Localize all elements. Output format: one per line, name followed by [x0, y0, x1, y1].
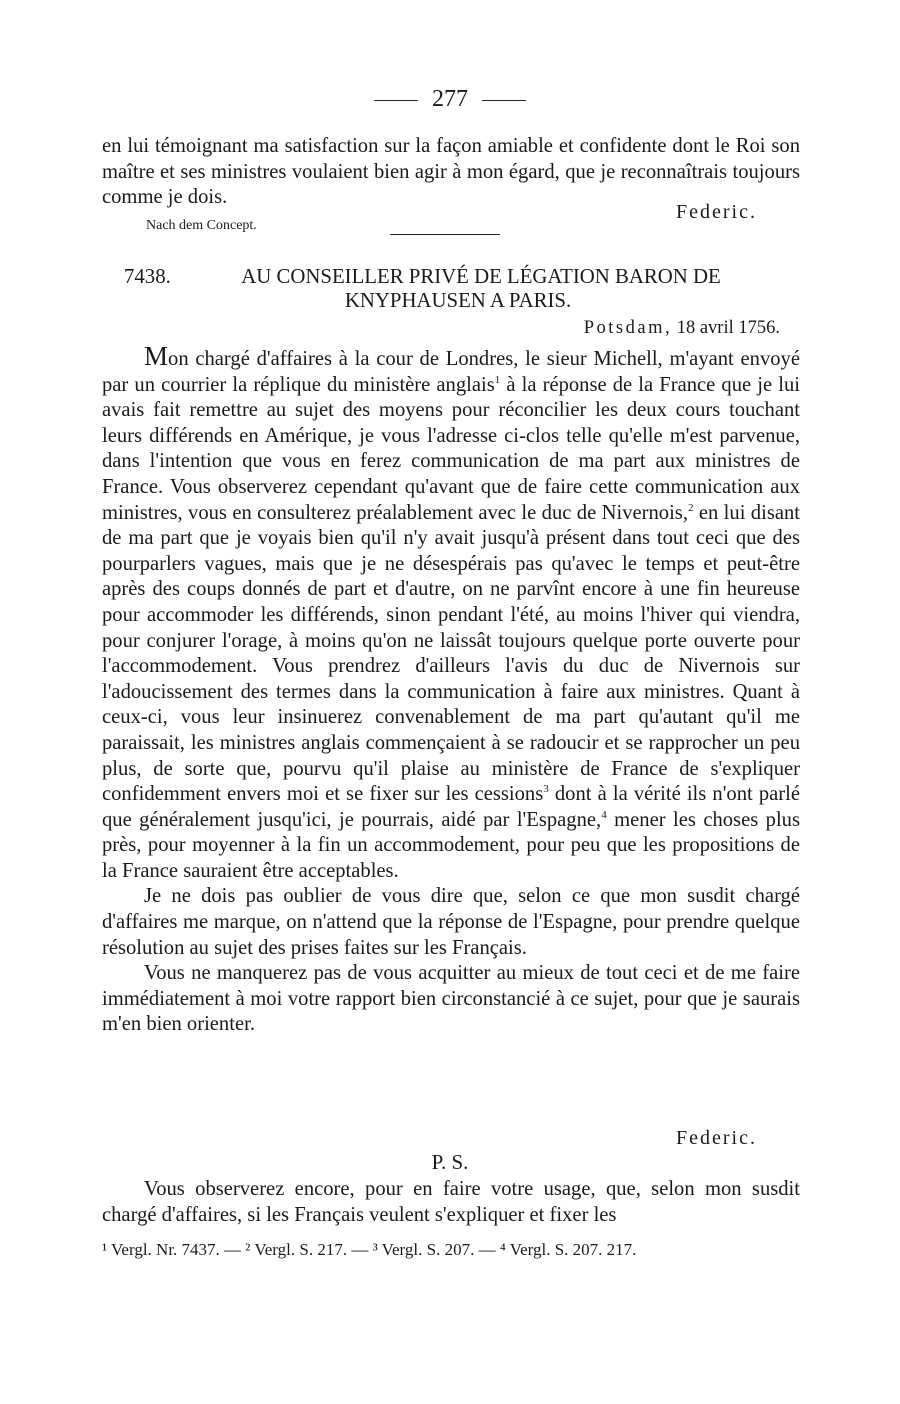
dateline	[584, 318, 780, 339]
postscript-text: Vous observerez encore, pour en faire votre usage, que, selon mon susdit chargé d'affaires, si les Français veulent s'expliquer et fixer les	[102, 1178, 800, 1226]
letter-paragraph-1	[102, 341, 800, 884]
letter-paragraph-2: Je ne dois pas oublier de vous dire que, selon ce que mon susdit chargé d'affaires me marque, on n'attend que la réponse de l'Espagne, pour prendre quelque résolution au sujet des prises faites sur les Français.	[102, 885, 800, 959]
letter-title-line-1: AU CONSEILLER PRIVÉ DE LÉGATION BARON DE	[241, 265, 721, 288]
header-dash-right	[482, 100, 526, 101]
continued-paragraph-block	[102, 134, 800, 211]
paragraph-1-text-e: mener les choses plus près, pour moyenner à la fin un accommodement, pour peu que les propositions de la France sauraient être acceptables.	[102, 808, 800, 882]
source-note: Nach dem Concept.	[146, 218, 257, 233]
footnote-ref-4: 4	[601, 808, 607, 821]
top-signature: Federic.	[676, 201, 757, 223]
postscript-heading: P. S.	[431, 1150, 469, 1174]
letter-body	[102, 341, 800, 1038]
header-dash-left	[374, 100, 418, 101]
letter-number: 7438.	[124, 265, 171, 288]
footnote-ref-3: 3	[543, 783, 549, 796]
paragraph-1-text-c: en lui disant de ma part que je voyais bien qu'il n'y avait jusqu'à présent dans tout ceci que des pourparlers vagues, mais que je ne désespérais pas qu'avec le temps et peut-être après des coups donnés de part et d'autre, on ne parvînt encore à une fin heureuse pour accommoder les différends, sinon pendant l'été, au moins l'hiver qui viendra, pour conjurer l'orage, à moins qu'on ne laissât toujours quelque porte ouverte pour l'accommodement. Vous prendrez d'ailleurs l'avis du duc de Nivernois sur l'adoucissement des termes dans la communication à faire aux ministres. Quant à ceux-ci, vous leur insinuerez convenablement de ma part qu'autant qu'il me paraissait, les ministres anglais commençaient à se radoucir et se rapprocher un peu plus, de sorte que, pourvu qu'il plaise au ministère de France de s'expliquer confidemment envers moi et se fixer sur les cessions	[102, 501, 800, 806]
paragraph-1-text-b: à la réponse de la France que je lui avais fait remettre au sujet des moyens pour réconcilier les deux cours touchant leurs différends en Amérique, je vous l'adresse ci-clos telle qu'elle m'est parvenue, dans l'intention que vous en ferez communication de ma part aux ministres de France. Vous observerez cependant qu'avant que de faire cette communication aux ministres, vous en consulterez préalablement avec le duc de Nivernois,	[102, 373, 800, 524]
footnotes: ¹ Vergl. Nr. 7437. — ² Vergl. S. 217. — ³ Vergl. S. 207. — ⁴ Vergl. S. 207. 217.	[102, 1240, 637, 1259]
paragraph-1-text-a: on chargé d'affaires à la cour de Londres, le sieur Michell, m'ayant envoyé par un courrier la réplique du ministère anglais	[102, 348, 800, 396]
letter-title	[118, 265, 798, 313]
letter-paragraph-3: Vous ne manquerez pas de vous acquitter au mieux de tout ceci et de me faire immédiatement à moi votre rapport bien circonstancié à ce sujet, pour que je saurais m'en bien orienter.	[102, 962, 800, 1036]
postscript-block	[102, 1177, 800, 1228]
section-divider	[390, 234, 500, 235]
paragraph-1-text-d: dont à la vérité ils n'ont parlé que généralement jusqu'ici, je pourrais, aidé par l'Espagne,	[102, 783, 800, 831]
page-number: 277	[432, 86, 468, 112]
footnote-ref-1: 1	[494, 373, 501, 386]
date-place: Potsdam,	[583, 318, 673, 338]
drop-cap: M	[144, 341, 169, 371]
footnote-ref-2: 2	[687, 501, 694, 514]
letter-signature: Federic.	[676, 1127, 757, 1149]
letter-title-line-2: KNYPHAUSEN A PARIS.	[344, 289, 572, 312]
continued-paragraph: en lui témoignant ma satisfaction sur la façon amiable et confidente dont le Roi son maître et ses ministres voulaient bien agir à mon égard, que je reconnaîtrais toujours comme je dois.	[102, 135, 800, 209]
page-header	[0, 86, 900, 113]
date-text: 18 avril 1756.	[676, 318, 780, 338]
